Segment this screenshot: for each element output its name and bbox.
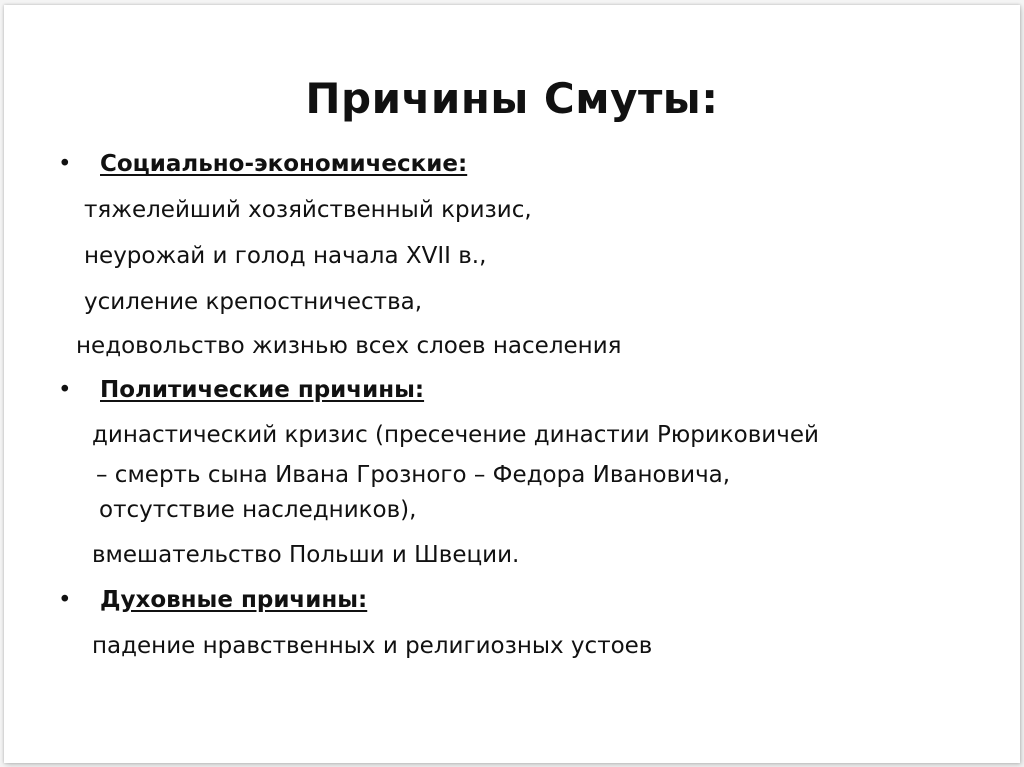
section-1-line-4: недовольство жизнью всех слоев населения — [76, 333, 622, 359]
section-heading-socioeconomic: Социально-экономические: — [100, 151, 468, 177]
slide — [4, 5, 1020, 763]
section-2-line-3: отсутствие наследников), — [99, 497, 417, 523]
bullet-3: • — [58, 587, 72, 613]
slide-title: Причины Смуты: — [305, 74, 719, 123]
section-2-line-2: – смерть сына Ивана Грозного – Федора Ивановича, — [96, 462, 731, 488]
bullet-2: • — [58, 377, 72, 403]
bullet-1: • — [58, 151, 72, 177]
section-1-line-1: тяжелейший хозяйственный кризис, — [84, 197, 532, 223]
section-1-line-3: усиление крепостничества, — [84, 289, 423, 315]
section-1-line-2: неурожай и голод начала XVII в., — [84, 243, 487, 269]
section-3-line-1: падение нравственных и религиозных устоев — [92, 633, 653, 659]
section-2-line-4: вмешательство Польши и Швеции. — [92, 542, 520, 568]
section-heading-political: Политические причины: — [100, 377, 425, 403]
section-heading-spiritual: Духовные причины: — [100, 587, 368, 613]
section-2-line-1: династический кризис (пресечение династии Рюриковичей — [92, 422, 819, 448]
